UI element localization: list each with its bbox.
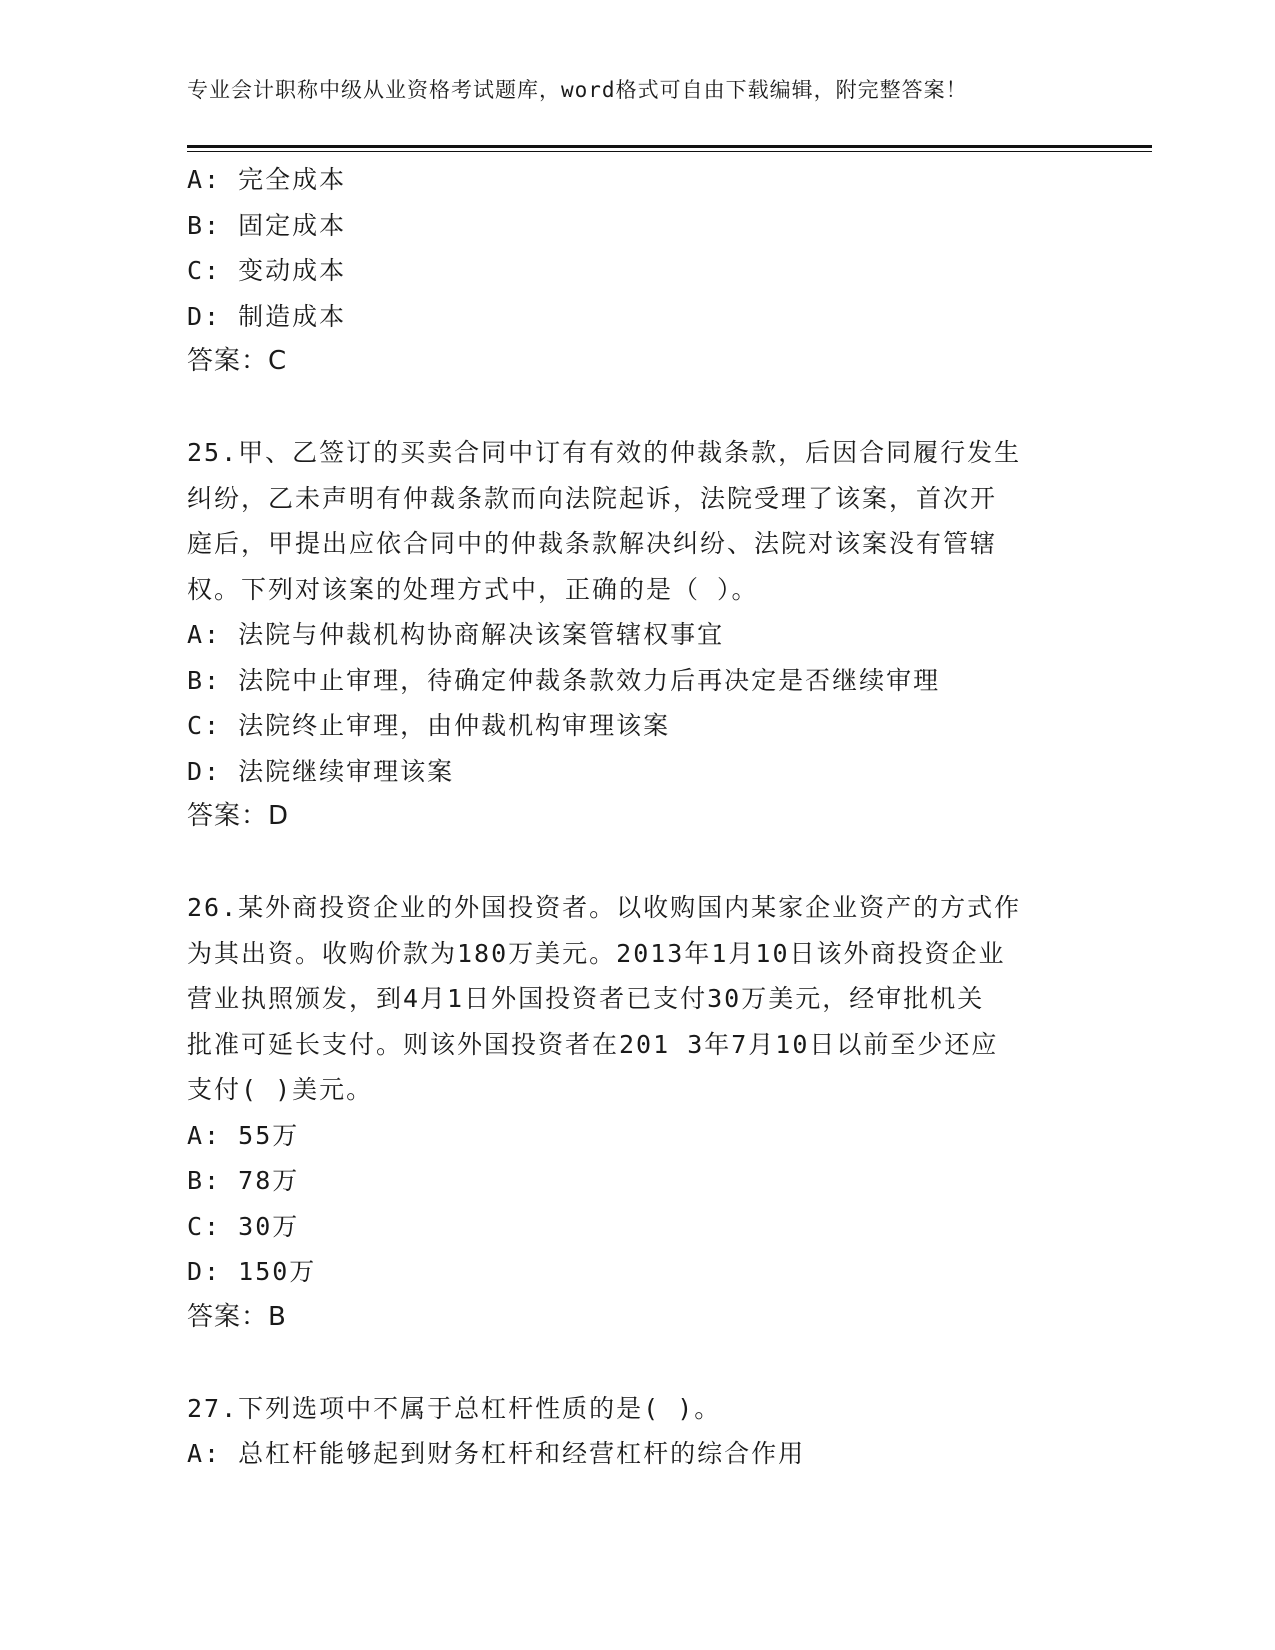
- answer-26: 答案：B: [187, 1301, 287, 1332]
- header-rule-thin: [187, 151, 1152, 152]
- option-c: C: 法院终止审理，由仲裁机构审理该案: [187, 711, 671, 740]
- option-d: D: 制造成本: [187, 301, 347, 331]
- option-c: C: 变动成本: [187, 256, 347, 285]
- answer-24: 答案：C: [187, 346, 288, 376]
- page-header: 专业会计职称中级从业资格考试题库，word格式可自由下载编辑，附完整答案！: [187, 78, 968, 102]
- question-24-options: [187, 157, 1087, 339]
- spacer: [187, 385, 1087, 431]
- question-27: [187, 1386, 1087, 1477]
- question-25: [187, 430, 1087, 840]
- question-27-stem-line: 27.下列选项中不属于总杠杆性质的是( )。: [187, 1393, 722, 1423]
- option-a: A: 总杠杆能够起到财务杠杆和经营杠杆的综合作用: [187, 1439, 806, 1468]
- option-d: D: 150万: [187, 1257, 317, 1286]
- question-25-stem-line: 25.甲、乙签订的买卖合同中订有有效的仲裁条款，后因合同履行发生: [187, 438, 1022, 467]
- question-26-stem-line: 支付( )美元。: [187, 1075, 374, 1104]
- option-a: A: 55万: [187, 1120, 300, 1150]
- question-26: [187, 885, 1087, 1340]
- option-a: A: 法院与仲裁机构协商解决该案管辖权事宜: [187, 620, 725, 649]
- question-26-stem-line: 营业执照颁发，到4月1日外国投资者已支付30万美元，经审批机关: [187, 984, 985, 1013]
- header-rule-thick: [187, 145, 1152, 148]
- answer-25: 答案：D: [187, 801, 290, 831]
- question-25-stem-line: 庭后，甲提出应依合同中的仲裁条款解决纠纷、法院对该案没有管辖: [187, 529, 998, 558]
- option-d: D: 法院继续审理该案: [187, 756, 455, 786]
- option-b: B: 固定成本: [187, 210, 347, 240]
- question-25-stem-line: 纠纷，乙未声明有仲裁条款而向法院起诉，法院受理了该案，首次开: [187, 483, 998, 513]
- question-content: [187, 157, 1087, 1477]
- spacer: [187, 840, 1087, 886]
- spacer: [187, 1340, 1087, 1386]
- question-26-stem-line: 26.某外商投资企业的外国投资者。以收购国内某家企业资产的方式作: [187, 893, 1022, 922]
- option-b: B: 法院中止审理，待确定仲裁条款效力后再决定是否继续审理: [187, 665, 941, 695]
- question-25-stem-line: 权。下列对该案的处理方式中，正确的是（ ）。: [187, 574, 759, 604]
- option-a: A: 完全成本: [187, 165, 347, 194]
- question-26-stem-line: 批准可延长支付。则该外国投资者在201 3年7月10日以前至少还应: [187, 1029, 999, 1059]
- option-b: B: 78万: [187, 1166, 300, 1195]
- option-c: C: 30万: [187, 1211, 300, 1241]
- question-26-stem-line: 为其出资。收购价款为180万美元。2013年1月10日该外商投资企业: [187, 938, 1006, 968]
